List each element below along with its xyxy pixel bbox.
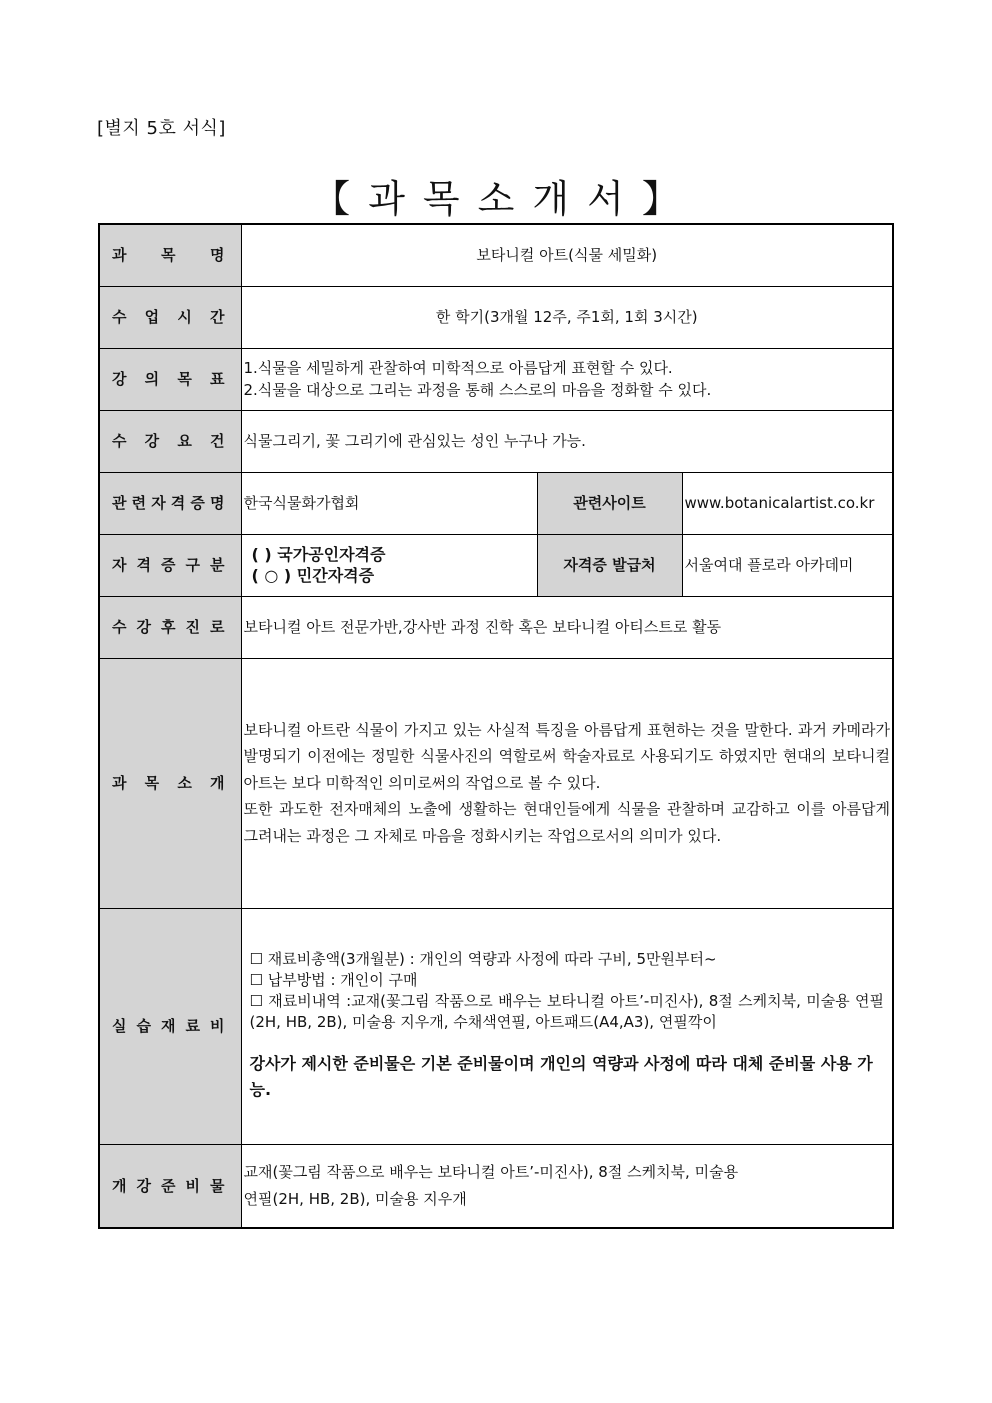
label-char: 자: [112, 556, 127, 574]
label-char: 건: [209, 432, 225, 450]
label-char: 수: [112, 618, 127, 636]
label-char: 강: [144, 432, 160, 450]
course-intro-table: [98, 223, 894, 1229]
label-char: 시: [177, 308, 192, 326]
value-cert-type: [241, 534, 537, 596]
label-char: 소: [177, 774, 192, 792]
label-char: 증: [161, 556, 176, 574]
label-char: 료: [185, 1017, 200, 1035]
row-career: [99, 596, 893, 658]
label-char: 개: [209, 774, 225, 792]
title-char: 과: [368, 177, 405, 222]
document-title: [0, 168, 992, 223]
label-char: 비: [210, 1017, 225, 1035]
label-char: 격: [136, 556, 151, 574]
objective-line-2: 2.식물을 대상으로 그리는 과정을 통해 스스로의 마음을 정화할 수 있다.: [243, 381, 712, 399]
value-related-site: www.botanicalartist.co.kr: [682, 472, 893, 534]
label-cert-issuer: 자격증 발급처: [537, 534, 682, 596]
label-char: 후: [161, 618, 176, 636]
opening-supplies-line-2: 연필(2H, HB, 2B), 미술용 지우개: [243, 1189, 467, 1208]
row-intro: [99, 658, 893, 908]
label-char: 과: [112, 774, 127, 792]
supplies-item-list: ☐ 재료비내역 :교재(꽃그림 작품으로 배우는 보타니컬 아트’-미진사), 8절 스케치북, 미술용 연필(2H, HB, 2B), 미술용 지우개, 수채색연필, 아트패드(A4,A3), 연필깍이: [249, 992, 884, 1031]
label-char: 련: [131, 494, 147, 512]
label-char: 물: [210, 1176, 225, 1195]
label-char: 명: [209, 494, 225, 512]
label-subject-name: [99, 224, 241, 286]
label-char: 명: [210, 246, 225, 265]
value-objectives: [241, 348, 893, 410]
label-char: 재: [161, 1017, 176, 1035]
objective-line-1: 1.식물을 세밀하게 관찰하여 미학적으로 아름답게 표현할 수 있다.: [243, 359, 673, 377]
label-char: 분: [210, 556, 225, 574]
value-subject-name: 보타니컬 아트(식물 세밀화): [241, 224, 893, 286]
label-char: 진: [185, 618, 200, 636]
label-certificate: [99, 472, 241, 534]
value-certificate: 한국식물화가협회: [241, 472, 537, 534]
label-char: 업: [144, 308, 160, 326]
value-cert-issuer: 서울여대 플로라 아카데미: [682, 534, 893, 596]
value-opening-supplies: [241, 1144, 893, 1228]
title-char: 서: [587, 177, 624, 222]
label-char: 의: [144, 370, 160, 388]
row-class-time: [99, 286, 893, 348]
supplies-payment-method: ☐ 납부방법 : 개인이 구매: [249, 971, 418, 989]
label-objectives: [99, 348, 241, 410]
label-char: 습: [136, 1017, 151, 1035]
label-char: 증: [190, 494, 205, 512]
label-cert-type: [99, 534, 241, 596]
label-char: 수: [112, 432, 127, 450]
title-char: 목: [422, 177, 460, 222]
row-opening-supplies: [99, 1144, 893, 1228]
label-career: [99, 596, 241, 658]
value-intro: [241, 658, 893, 908]
label-char: 로: [210, 618, 225, 636]
label-char: 자: [151, 494, 166, 512]
title-char: 소: [477, 177, 515, 222]
title-char: 】: [641, 177, 680, 222]
label-char: 강: [136, 1176, 151, 1195]
label-char: 목: [144, 774, 160, 792]
value-supplies: [241, 908, 893, 1144]
label-char: 목: [177, 370, 192, 388]
label-char: 관: [112, 494, 127, 512]
label-char: 수: [112, 308, 127, 326]
row-supplies: [99, 908, 893, 1144]
row-requirements: [99, 410, 893, 472]
value-career: 보타니컬 아트 전문가반,강사반 과정 진학 혹은 보타니컬 아티스트로 활동: [241, 596, 893, 658]
value-requirements: 식물그리기, 꽃 그리기에 관심있는 성인 누구나 가능.: [241, 410, 893, 472]
label-char: 목: [161, 246, 176, 265]
label-char: 간: [209, 308, 225, 326]
label-char: 격: [170, 494, 186, 512]
row-objectives: [99, 348, 893, 410]
label-related-site: 관련사이트: [537, 472, 682, 534]
label-char: 표: [209, 370, 225, 388]
label-supplies: [99, 908, 241, 1144]
row-subject-name: [99, 224, 893, 286]
cert-type-private: ( ○ ) 민간자격증: [251, 566, 375, 585]
label-char: 비: [185, 1176, 200, 1195]
cert-type-national: ( ) 국가공인자격증: [251, 545, 386, 564]
label-char: 구: [185, 556, 200, 574]
intro-paragraph-2: 또한 과도한 전자매체의 노출에 생활하는 현대인들에게 식물을 관찰하며 교감하고 이를 아름답게 그려내는 과정은 그 자체로 마음을 정화시키는 작업으로서의 의미가 있다.: [243, 800, 890, 845]
label-char: 실: [112, 1017, 127, 1035]
row-cert-type: [99, 534, 893, 596]
label-char: 과: [112, 246, 127, 265]
supplies-total-cost: ☐ 재료비총액(3개월분) : 개인의 역량과 사정에 따라 구비, 5만원부터~: [249, 950, 717, 968]
title-char: 【: [312, 177, 351, 222]
label-intro: [99, 658, 241, 908]
label-char: 개: [112, 1176, 127, 1195]
label-class-time: [99, 286, 241, 348]
label-char: 준: [161, 1176, 176, 1195]
supplies-note: 강사가 제시한 준비물은 기본 준비물이며 개인의 역량과 사정에 따라 대체 준비물 사용 가능.: [249, 1054, 873, 1099]
title-char: 개: [532, 177, 570, 222]
label-char: 강: [112, 370, 127, 388]
form-number-label: [별지 5호 서식]: [97, 118, 226, 139]
intro-paragraph-1: 보타니컬 아트란 식물이 가지고 있는 사실적 특징을 아름답게 표현하는 것을 말한다. 과거 카메라가 발명되기 이전에는 정밀한 식물사진의 역할로써 학술자료로 사용되기도 하였지만 현대의 보타니컬 아트는 보다 미학적인 의미로써의 작업으로 볼 수 있다.: [243, 720, 890, 792]
label-char: 요: [177, 432, 192, 450]
opening-supplies-line-1: 교재(꽃그림 작품으로 배우는 보타니컬 아트’-미진사), 8절 스케치북, 미술용: [243, 1162, 739, 1181]
label-opening-supplies: [99, 1144, 241, 1228]
label-requirements: [99, 410, 241, 472]
label-char: 강: [136, 618, 151, 636]
row-certificate: [99, 472, 893, 534]
value-class-time: 한 학기(3개월 12주, 주1회, 1회 3시간): [241, 286, 893, 348]
